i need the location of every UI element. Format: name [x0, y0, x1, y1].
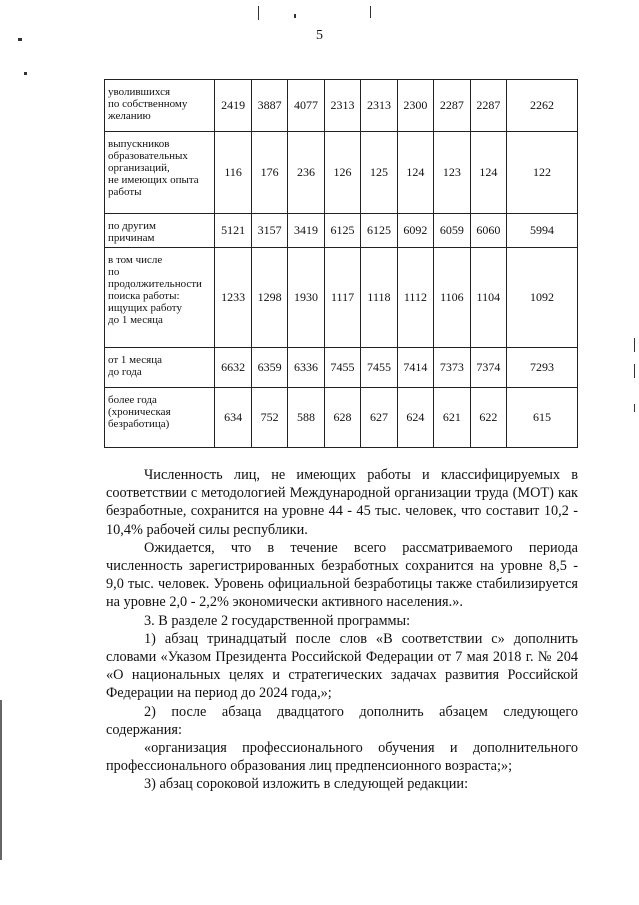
row-label: по другим причинам: [105, 214, 215, 248]
table-cell: 122: [507, 132, 578, 214]
table-cell: 116: [215, 132, 251, 214]
table-cell: 7455: [361, 348, 397, 388]
paragraph-section-2: 3. В разделе 2 государственной программы:: [144, 612, 411, 629]
table-cell: 3887: [251, 80, 287, 132]
paragraph-quoted-addition: «организация профессионального обучения и дополнительного профессионального образования лиц предпенсионного возраста;»;: [106, 740, 578, 775]
paragraph-item-2: 2) после абзаца двадцатого дополнить абзацем следующего содержания:: [106, 703, 578, 738]
table-cell: 634: [215, 388, 251, 448]
table-cell: 624: [397, 388, 433, 448]
table-cell: 7455: [324, 348, 360, 388]
scan-mark-left-2: [24, 72, 27, 75]
table-cell: 2300: [397, 80, 433, 132]
table-cell: 6092: [397, 214, 433, 248]
paragraph-item-3: 3) абзац сороковой изложить в следующей редакции:: [144, 776, 469, 793]
table-cell: 4077: [288, 80, 324, 132]
table-cell: 5994: [507, 214, 578, 248]
table-cell: 7414: [397, 348, 433, 388]
table-cell: 3419: [288, 214, 324, 248]
page-number: 5: [316, 28, 323, 43]
scan-mark-top-2: [294, 14, 296, 18]
table-cell: 1106: [434, 248, 470, 348]
table-row: [105, 80, 578, 132]
table-cell: 126: [324, 132, 360, 214]
table-cell: 752: [251, 388, 287, 448]
table-cell: 176: [251, 132, 287, 214]
table-cell: 628: [324, 388, 360, 448]
table-cell: 124: [397, 132, 433, 214]
table-cell: 6632: [215, 348, 251, 388]
table-cell: 1298: [251, 248, 287, 348]
row-label: выпускников образовательных организаций, не имеющих опыта работы: [105, 132, 215, 214]
table-cell: 6336: [288, 348, 324, 388]
scan-mark-right-3: [634, 404, 635, 412]
row-label: в том числе по продолжительности поиска работы: ищущих работу до 1 месяца: [105, 248, 215, 348]
table-cell: 3157: [251, 214, 287, 248]
table-cell: 2313: [361, 80, 397, 132]
scan-mark-left-edge: [0, 700, 2, 860]
row-label: более года (хроническая безработица): [105, 388, 215, 448]
table-row: [105, 388, 578, 448]
table-cell: 2287: [470, 80, 506, 132]
table-cell: 2262: [507, 80, 578, 132]
row-label: уволившихся по собственному желанию: [105, 80, 215, 132]
table-cell: 6059: [434, 214, 470, 248]
table-row: [105, 214, 578, 248]
scan-mark-top-3: [370, 6, 371, 18]
table-cell: 2419: [215, 80, 251, 132]
table-cell: 1112: [397, 248, 433, 348]
table-cell: 588: [288, 388, 324, 448]
table-cell: 236: [288, 132, 324, 214]
table-cell: 6359: [251, 348, 287, 388]
table-cell: 2313: [324, 80, 360, 132]
table-cell: 124: [470, 132, 506, 214]
table-cell: 627: [361, 388, 397, 448]
body-text: [106, 466, 578, 794]
table-row: [105, 348, 578, 388]
table-row: [105, 132, 578, 214]
paragraph-item-1: 1) абзац тринадцатый после слов «В соответствии с» дополнить словами «Указом Президента Российской Федерации от 7 мая 2018 г. № 204 «О национальных целях и стратегических задачах развития Российской Федерации на период до 2024 года,»;: [106, 630, 578, 702]
table-cell: 1118: [361, 248, 397, 348]
table-cell: 5121: [215, 214, 251, 248]
table-cell: 622: [470, 388, 506, 448]
table-row: [105, 248, 578, 348]
table-cell: 125: [361, 132, 397, 214]
table-cell: 1233: [215, 248, 251, 348]
scan-mark-right-1: [634, 338, 635, 352]
paragraph-registered-unemployment: Ожидается, что в течение всего рассматриваемого периода численность зарегистрированных безработных сохранится на уровне 8,5 - 9,0 тыс. человек. Уровень официальной безработицы также стабилизируется на уровне 2,0 - 2,2% экономически активного населения.».: [106, 539, 578, 611]
table-cell: 1092: [507, 248, 578, 348]
scan-mark-top-1: [258, 6, 259, 20]
table-body: [105, 80, 578, 448]
scan-mark-right-2: [634, 364, 635, 378]
table-cell: 6125: [324, 214, 360, 248]
table-cell: 1930: [288, 248, 324, 348]
table-cell: 6125: [361, 214, 397, 248]
row-label: от 1 месяца до года: [105, 348, 215, 388]
paragraph-unemployment-mot: Численность лиц, не имеющих работы и классифицируемых в соответствии с методологией Международной организации труда (МОТ) как безработные, сохранится на уровне 44 - 45 тыс. человек, что составит 10,2 - 10,4% рабочей силы республики.: [106, 467, 578, 538]
table-cell: 1117: [324, 248, 360, 348]
table-cell: 6060: [470, 214, 506, 248]
table-cell: 1104: [470, 248, 506, 348]
table-cell: 2287: [434, 80, 470, 132]
statistics-table: [104, 79, 578, 448]
table-cell: 7374: [470, 348, 506, 388]
table-cell: 615: [507, 388, 578, 448]
table-cell: 7373: [434, 348, 470, 388]
table-cell: 621: [434, 388, 470, 448]
table-cell: 123: [434, 132, 470, 214]
table-cell: 7293: [507, 348, 578, 388]
